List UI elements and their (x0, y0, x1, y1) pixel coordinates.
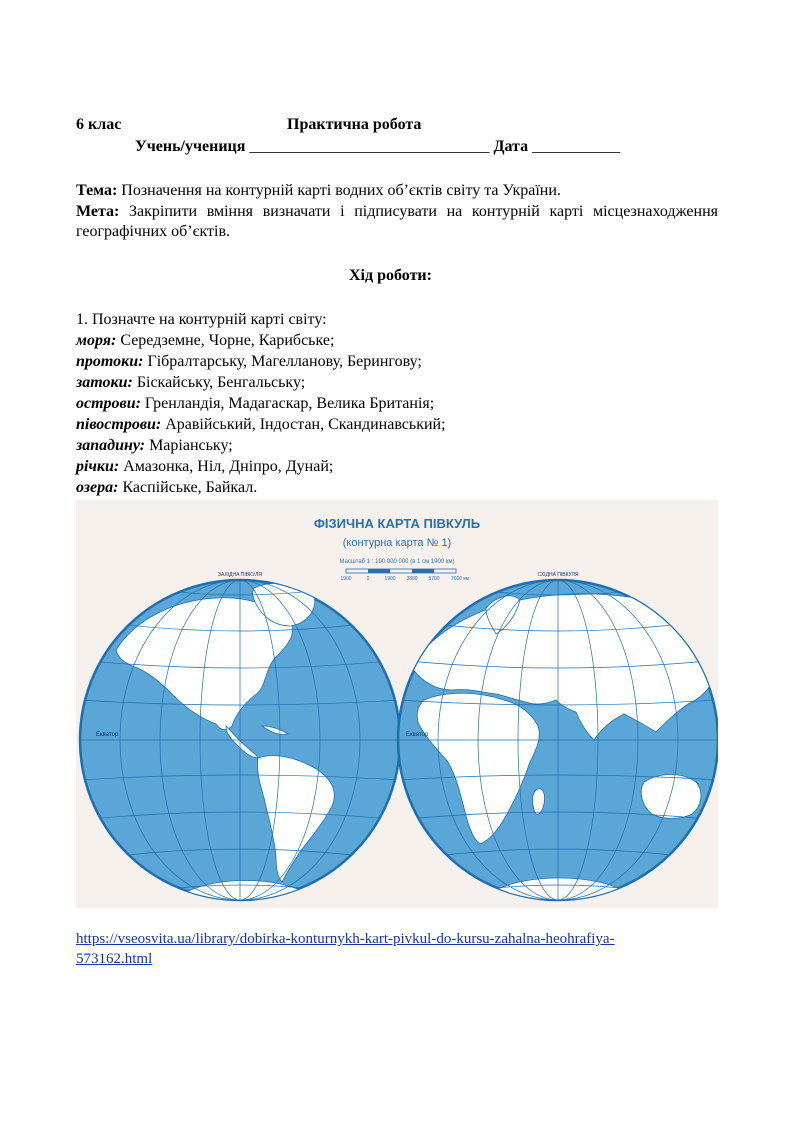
scale-tick: 1900 (384, 576, 396, 582)
hemispheres-map-svg (76, 500, 718, 908)
scale-bar (346, 569, 456, 573)
task-item-text: Гренландія, Мадагаскар, Велика Британія; (144, 395, 435, 412)
task-item (76, 436, 233, 456)
date-blank: ___________ (532, 138, 621, 155)
topic-line (76, 181, 561, 201)
scale-tick: 1900 (340, 576, 352, 582)
task-item-text: Маріанську; (149, 437, 233, 454)
task-item-label: протоки: (76, 353, 144, 370)
student-row (135, 138, 620, 156)
east-hemisphere-label: СХІДНА ПІВКУЛЯ (537, 572, 579, 578)
goal-label: Мета: (76, 203, 120, 220)
progress-heading: Хід роботи: (349, 267, 432, 284)
west-hemisphere-label: ЗАХІДНА ПІВКУЛЯ (218, 572, 262, 578)
map-scale: Масштаб 1 : 190 000 000 (в 1 см 1900 км) (339, 559, 455, 565)
map-title: ФІЗИЧНА КАРТА ПІВКУЛЬ (313, 516, 481, 531)
task-item (76, 415, 446, 435)
task-item (76, 373, 305, 393)
task-item-label: річки: (76, 458, 120, 475)
topic-text: Позначення на контурній карті водних об’єктів світу та України. (121, 182, 561, 199)
task-item (76, 394, 434, 414)
task-item (76, 352, 422, 372)
task-intro: 1. Позначте на контурній карті світу: (76, 311, 327, 328)
goal-line (76, 202, 718, 242)
task-item-label: озера: (76, 479, 119, 496)
date-label: Дата (493, 138, 529, 155)
task-item-label: півострови: (76, 416, 162, 433)
task-item-text: Гібралтарську, Магелланову, Берингову; (147, 353, 422, 370)
source-link[interactable]: https://vseosvita.ua/library/dobirka-konturnykh-kart-pivkul-do-kursu-zahalna-heohrafiya-573162.html (76, 931, 615, 967)
western-hemisphere (80, 572, 400, 900)
topic-label: Тема: (76, 182, 118, 199)
task-item-text: Аравійський, Індостан, Скандинавський; (165, 416, 446, 433)
task-item-label: затоки: (76, 374, 133, 391)
map-subtitle: (контурна карта № 1) (342, 537, 452, 549)
task-item (76, 478, 257, 498)
task-item-text: Каспійське, Байкал. (122, 479, 258, 496)
task-item-text: Біскайську, Бенгальську; (136, 374, 306, 391)
scale-tick: 3800 (406, 576, 418, 582)
page-title: Практична робота (287, 116, 422, 133)
equator-label-east: Екватор (406, 732, 429, 738)
student-label: Учень/учениця (135, 138, 246, 155)
equator-label-west: Екватор (96, 732, 119, 738)
task-item (76, 457, 333, 477)
task-item-text: Середземне, Чорне, Карибське; (120, 332, 335, 349)
task-item-label: моря: (76, 332, 117, 349)
task-item-text: Амазонка, Ніл, Дніпро, Дунай; (123, 458, 334, 475)
task-item-label: острови: (76, 395, 141, 412)
student-blank: ______________________________ (249, 138, 490, 155)
grade-label: 6 клас (76, 116, 122, 133)
scale-tick: 0 (366, 576, 370, 582)
eastern-hemisphere (398, 572, 718, 900)
hemispheres-map (76, 500, 718, 908)
scale-ticks (340, 576, 469, 582)
scale-tick: 5700 (428, 576, 440, 582)
goal-text: Закріпити вміння визначати і підписувати на контурній карті місцезнаходження географічних об’єктів. (76, 203, 718, 240)
task-item (76, 331, 334, 351)
scale-tick: 7600 км (450, 576, 470, 582)
task-item-label: западину: (76, 437, 146, 454)
